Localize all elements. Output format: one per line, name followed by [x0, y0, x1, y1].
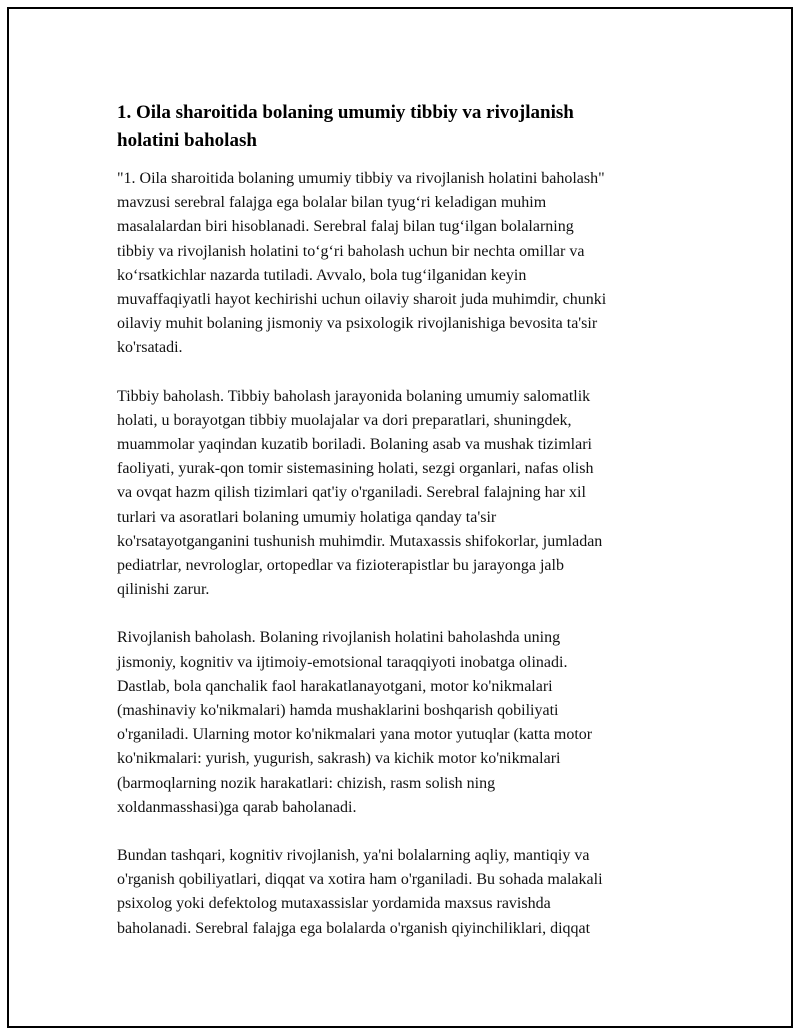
paragraph-line: Rivojlanish baholash. Bolaning rivojlanish holatini baholashda uning — [117, 629, 561, 647]
paragraph-line: ko'rsatadi. — [117, 339, 183, 357]
paragraph-line: o'rganish qobiliyatlari, diqqat va xotira ham o'rganiladi. Bu sohada malakali — [117, 871, 603, 889]
paragraph-line: qilinishi zarur. — [117, 581, 210, 599]
page-border — [7, 7, 793, 1028]
paragraph-line: o'rganiladi. Ularning motor ko'nikmalari yana motor yutuqlar (katta motor — [117, 726, 593, 744]
paragraph-line: (barmoqlarning nozik harakatlari: chizish, rasm solish ning — [117, 774, 496, 792]
paragraph-line: baholanadi. Serebral falajga ega bolalarda o'rganish qiyinchiliklari, diqqat — [117, 919, 591, 937]
paragraph-line: pediatrlar, nevrologlar, ortopedlar va fizioterapistlar bu jarayonga jalb — [117, 557, 564, 575]
paragraph-line: tibbiy va rivojlanish holatini to‘g‘ri baholash uchun bir nechta omillar va — [117, 242, 585, 260]
paragraph-line: faoliyati, yurak-qon tomir sistemasining holati, sezgi organlari, nafas olish — [117, 460, 594, 478]
paragraph-development-assessment — [117, 626, 697, 820]
heading-line: 1. Oila sharoitida bolaning umumiy tibbiy va rivojlanish — [117, 102, 574, 123]
heading-line: holatini baholash — [117, 130, 257, 151]
paragraph-line: Bundan tashqari, kognitiv rivojlanish, ya'ni bolalarning aqliy, mantiqiy va — [117, 847, 590, 865]
paragraph-intro — [117, 167, 697, 361]
paragraph-line: masalalardan biri hisoblanadi. Serebral falaj bilan tug‘ilgan bolalarning — [117, 218, 574, 236]
section-heading — [117, 99, 697, 155]
paragraph-line: Tibbiy baholash. Tibbiy baholash jarayonida bolaning umumiy salomatlik — [117, 387, 591, 405]
paragraph-line: "1. Oila sharoitida bolaning umumiy tibbiy va rivojlanish holatini baholash" — [117, 170, 605, 187]
paragraph-cognitive-development — [117, 844, 697, 941]
paragraph-line: turlari va asoratlari bolaning umumiy holatiga qanday ta'sir — [117, 508, 497, 526]
paragraph-line: mavzusi serebral falajga ega bolalar bilan tyug‘ri keladigan muhim — [117, 194, 547, 212]
paragraph-line: xoldanmasshasi)ga qarab baholanadi. — [117, 798, 357, 816]
paragraph-line: muammolar yaqindan kuzatib boriladi. Bolaning asab va mushak tizimlari — [117, 436, 592, 454]
paragraph-line: ko'nikmalari: yurish, yugurish, sakrash) va kichik motor ko'nikmalari — [117, 750, 561, 768]
paragraph-line: (mashinaviy ko'nikmalari) hamda mushaklarini boshqarish qobiliyati — [117, 702, 559, 720]
paragraph-medical-assessment — [117, 385, 697, 603]
paragraph-line: ko'rsatayotganganini tushunish muhimdir. Mutaxassis shifokorlar, jumladan — [117, 532, 603, 550]
paragraph-line: ko‘rsatkichlar nazarda tutiladi. Avvalo, bola tug‘ilganidan keyin — [117, 266, 527, 284]
paragraph-line: va ovqat hazm qilish tizimlari qat'iy o'rganiladi. Serebral falajning har xil — [117, 484, 586, 502]
paragraph-line: holati, u borayotgan tibbiy muolajalar va dori preparatlari, shuningdek, — [117, 411, 572, 429]
paragraph-line: psixolog yoki defektolog mutaxassislar yordamida maxsus ravishda — [117, 895, 551, 913]
paragraph-line: oilaviy muhit bolaning jismoniy va psixologik rivojlanishiga bevosita ta'sir — [117, 315, 598, 333]
paragraph-line: muvaffaqiyatli hayot kechirishi uchun oilaviy sharoit juda muhimdir, chunki — [117, 291, 607, 309]
document-body — [117, 99, 697, 965]
paragraph-line: jismoniy, kognitiv va ijtimoiy-emotsional taraqqiyoti inobatga olinadi. — [117, 653, 568, 671]
paragraph-line: Dastlab, bola qanchalik faol harakatlanayotgani, motor ko'nikmalari — [117, 677, 553, 695]
